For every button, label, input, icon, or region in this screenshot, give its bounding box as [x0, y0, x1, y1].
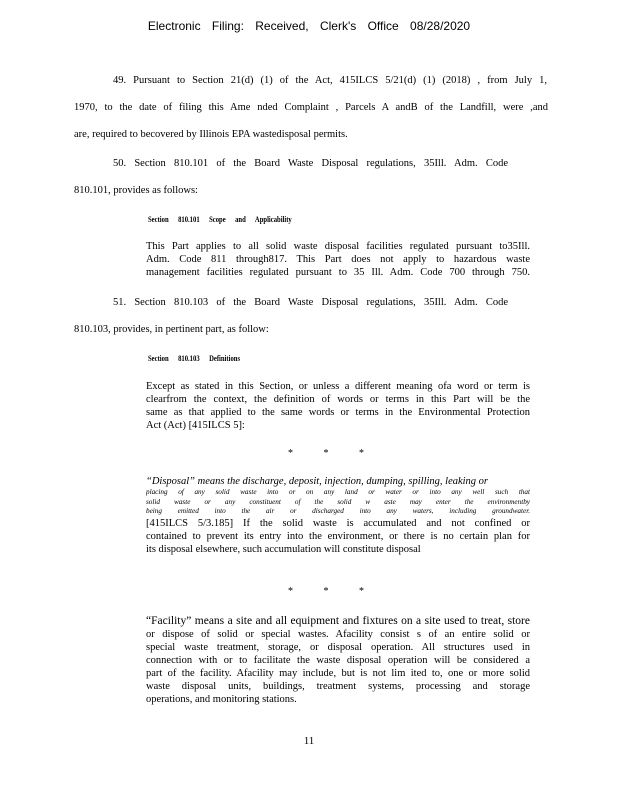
para-51-line-2: 810.103, provides, in pertinent part, as follow:: [74, 324, 269, 335]
definition-facility: [146, 614, 530, 706]
para-49-line-3: are, required to becovered by Illinois EPA wastedisposal permits.: [74, 129, 348, 140]
quote-line: Act (Act) [415ILCS 5]:: [146, 420, 245, 431]
ellipsis-stars: * * *: [288, 448, 364, 459]
subheading-section-810-103: Section 810.103 Definitions: [148, 353, 241, 363]
definition-line: [415ILCS 5/3.185] If the solid waste is accumulated and not confined or: [146, 517, 530, 529]
page-number: 11: [303, 735, 315, 747]
quote-line: Adm. Code 811 through817. This Part does not apply to hazardous waste: [146, 254, 530, 265]
quote-line: clearfrom the context, the definition of words or terms in this Part will be the: [146, 394, 530, 405]
definition-disposal: [146, 475, 530, 556]
para-49-line-2: 1970, to the date of filing this Ame nded Complaint , Parcels A andB of the Landfill, were ,and: [74, 102, 548, 113]
quote-line: This Part applies to all solid waste disposal facilities regulated pursuant to35Ill.: [146, 241, 530, 252]
definition-line: contained to prevent its entry into the environment, or there is no certain plan for: [146, 530, 530, 542]
definition-line: or dispose of solid or special wastes. Afacility consist s of an entire solid or: [146, 629, 530, 640]
quote-line: management facilities regulated pursuant to 35 Ill. Adm. Code 700 through 750.: [146, 267, 530, 278]
para-49-line-1: 49. Pursuant to Section 21(d) (1) of the Act, 415ILCS 5/21(d) (1) (2018) , from July 1,: [113, 75, 547, 86]
definition-small-line: solid waste or any constituent of the solid w aste may enter the environmentby: [146, 497, 530, 506]
definition-small-line: placing of any solid waste into or on any land or water or into any well such that: [146, 488, 530, 496]
quote-810-103: [146, 380, 530, 432]
definition-small-line: being emitted into the air or discharged into any waters, including groundwater.: [146, 507, 530, 515]
ellipsis-stars: * * *: [288, 586, 364, 597]
definition-line: special waste treatment, storage, or disposal operation. All structures used in: [146, 642, 530, 653]
definition-line: waste disposal units, buildings, treatment systems, processing and storage: [146, 681, 530, 692]
para-50-line-2: 810.101, provides as follows:: [74, 185, 198, 196]
definition-lead: “Disposal” means the discharge, deposit, injection, dumping, spilling, leaking or: [146, 476, 489, 487]
para-50-line-1: 50. Section 810.101 of the Board Waste Disposal regulations, 35Ill. Adm. Code: [113, 158, 508, 169]
definition-line: connection with or to facilitate the waste disposal operation will be considered a: [146, 655, 530, 666]
quote-line: Except as stated in this Section, or unless a different meaning ofa word or term is: [146, 381, 530, 392]
definition-line: part of the facility. Afacility may include, but is not lim ited to, one or more solid: [146, 668, 530, 679]
quote-810-101: [146, 240, 530, 279]
definition-line: operations, and monitoring stations.: [146, 694, 297, 705]
subheading-section-810-101: Section 810.101 Scope and Applicability: [148, 214, 292, 224]
filing-stamp-header: Electronic Filing: Received, Clerk's Office 08/28/2020: [147, 19, 471, 33]
para-51-line-1: 51. Section 810.103 of the Board Waste Disposal regulations, 35Ill. Adm. Code: [113, 297, 508, 308]
definition-lead: “Facility” means a site and all equipment and fixtures on a site used to treat, store: [146, 615, 530, 627]
quote-line: same as that applied to the same words or terms in the Environmental Protection: [146, 407, 530, 418]
definition-line: its disposal elsewhere, such accumulation will constitute disposal: [146, 543, 421, 555]
